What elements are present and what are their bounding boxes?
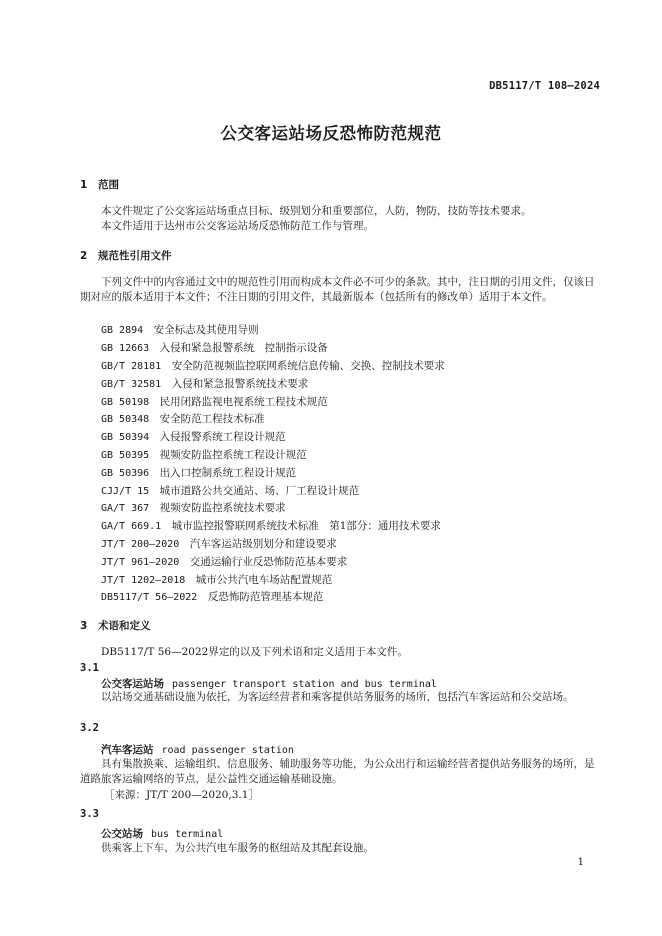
section-number: 1 xyxy=(80,179,88,191)
reference-code: DB5117/T 56—2022 xyxy=(101,592,198,603)
reference-item xyxy=(101,411,265,426)
reference-item xyxy=(101,465,296,480)
section-3-heading xyxy=(80,618,151,633)
reference-title: 入侵和紧急报警系统技术要求 xyxy=(171,378,309,390)
reference-item xyxy=(101,554,347,569)
reference-code: GB 2894 xyxy=(101,325,144,336)
reference-title: 入侵报警系统工程设计规范 xyxy=(159,431,286,443)
reference-code: JT/T 1202—2018 xyxy=(101,575,186,586)
term-source: ［来源：JT/T 200—2020,3.1］ xyxy=(104,789,259,801)
reference-item xyxy=(101,589,323,604)
reference-title: 城市公共汽电车场站配置规范 xyxy=(195,574,333,586)
reference-item xyxy=(101,572,332,587)
reference-title: 交通运输行业反恐怖防范基本要求 xyxy=(189,556,348,568)
reference-title: 安全标志及其使用导则 xyxy=(153,324,259,336)
reference-code: GB 50394 xyxy=(101,432,150,443)
reference-item xyxy=(101,358,445,373)
term-number: 3.3 xyxy=(80,808,99,820)
term-entry xyxy=(101,676,437,691)
section-title: 规范性引用文件 xyxy=(98,250,172,262)
term-number: 3.1 xyxy=(80,662,99,674)
reference-code: JT/T 200—2020 xyxy=(101,539,180,550)
reference-code: GB 12663 xyxy=(101,343,150,354)
reference-code: CJJ/T 15 xyxy=(101,486,150,497)
reference-code: GB 50348 xyxy=(101,414,150,425)
term-chinese: 汽车客运站 xyxy=(101,744,154,756)
term-entry xyxy=(101,742,294,757)
reference-item xyxy=(101,394,328,409)
paragraph: 本文件规定了公交客运站场重点目标、级别划分和重要部位，人防，物防，技防等技术要求。 xyxy=(101,205,532,217)
reference-title: 视频安防监控系统工程设计规范 xyxy=(159,449,307,461)
reference-code: GB 50395 xyxy=(101,450,150,461)
section-title: 范围 xyxy=(98,179,119,191)
paragraph: 本文件适用于达州市公交客运站场反恐怖防范工作与管理。 xyxy=(101,220,374,232)
reference-title: 安全防范工程技术标准 xyxy=(159,413,265,425)
reference-title: 反恐怖防范管理基本规范 xyxy=(207,591,324,603)
reference-item xyxy=(101,500,286,515)
reference-title: 汽车客运站级别划分和建设要求 xyxy=(189,538,337,550)
reference-title: 出入口控制系统工程设计规范 xyxy=(159,467,297,479)
reference-title: 城市监控报警联网系统技术标准 第1部分：通用技术要求 xyxy=(171,520,441,532)
page-number: 1 xyxy=(577,857,584,868)
reference-item xyxy=(101,518,441,533)
section-number: 2 xyxy=(80,250,88,262)
section-2-heading xyxy=(80,248,172,263)
term-number: 3.2 xyxy=(80,722,99,734)
reference-item xyxy=(101,483,359,498)
section-number: 3 xyxy=(80,620,88,632)
reference-code: GB/T 32581 xyxy=(101,379,162,390)
reference-title: 入侵和紧急报警系统 控制指示设备 xyxy=(159,342,328,354)
term-chinese: 公交站场 xyxy=(101,828,143,840)
reference-code: GB 50198 xyxy=(101,397,150,408)
term-english: passenger transport station and bus terminal xyxy=(172,679,437,690)
reference-code: GB 50396 xyxy=(101,468,150,479)
reference-code: JT/T 961—2020 xyxy=(101,557,180,568)
reference-item xyxy=(101,447,307,462)
reference-title: 视频安防监控系统技术要求 xyxy=(159,502,286,514)
paragraph: DB5117/T 56—2022界定的以及下列术语和定义适用于本文件。 xyxy=(101,646,408,658)
reference-title: 民用闭路监视电视系统工程技术规范 xyxy=(159,396,328,408)
term-definition: 供乘客上下车、为公共汽电车服务的枢纽站及其配套设施。 xyxy=(101,842,374,854)
reference-title: 城市道路公共交通站、场、厂工程设计规范 xyxy=(159,485,360,497)
reference-item xyxy=(101,536,337,551)
reference-item xyxy=(101,322,259,337)
section-title: 术语和定义 xyxy=(98,620,151,632)
reference-item xyxy=(101,340,328,355)
term-chinese: 公交客运站场 xyxy=(101,678,164,690)
reference-code: GA/T 367 xyxy=(101,503,150,514)
term-definition: 具有集散换乘、运输组织、信息服务、辅助服务等功能，为公众出行和运输经营者提供站务服务的场所，是道路旅客运输网络的节点，是公益性交通运输基础设施。 xyxy=(80,758,595,785)
term-definition: 以站场交通基础设施为依托，为客运经营者和乘客提供站务服务的场所，包括汽车客运站和公交站场。 xyxy=(101,691,574,703)
term-english: road passenger station xyxy=(161,745,294,756)
reference-item xyxy=(101,376,308,391)
reference-item xyxy=(101,429,286,444)
section-1-heading xyxy=(80,177,119,192)
reference-code: GA/T 669.1 xyxy=(101,521,162,532)
document-title: 公交客运站场反恐怖防范规范 xyxy=(220,124,442,143)
term-english: bus terminal xyxy=(151,829,224,840)
paragraph: 下列文件中的内容通过文中的规范性引用而构成本文件必不可少的条款。其中，注日期的引用文件，仅该日期对应的版本适用于本文件；不注日期的引用文件，其最新版本（包括所有的修改单）适用于本文件。 xyxy=(80,276,595,303)
term-entry xyxy=(101,826,223,841)
document-code: DB5117/T 108—2024 xyxy=(489,80,600,92)
reference-title: 安全防范视频监控联网系统信息传输、交换、控制技术要求 xyxy=(171,360,445,372)
reference-code: GB/T 28181 xyxy=(101,361,162,372)
